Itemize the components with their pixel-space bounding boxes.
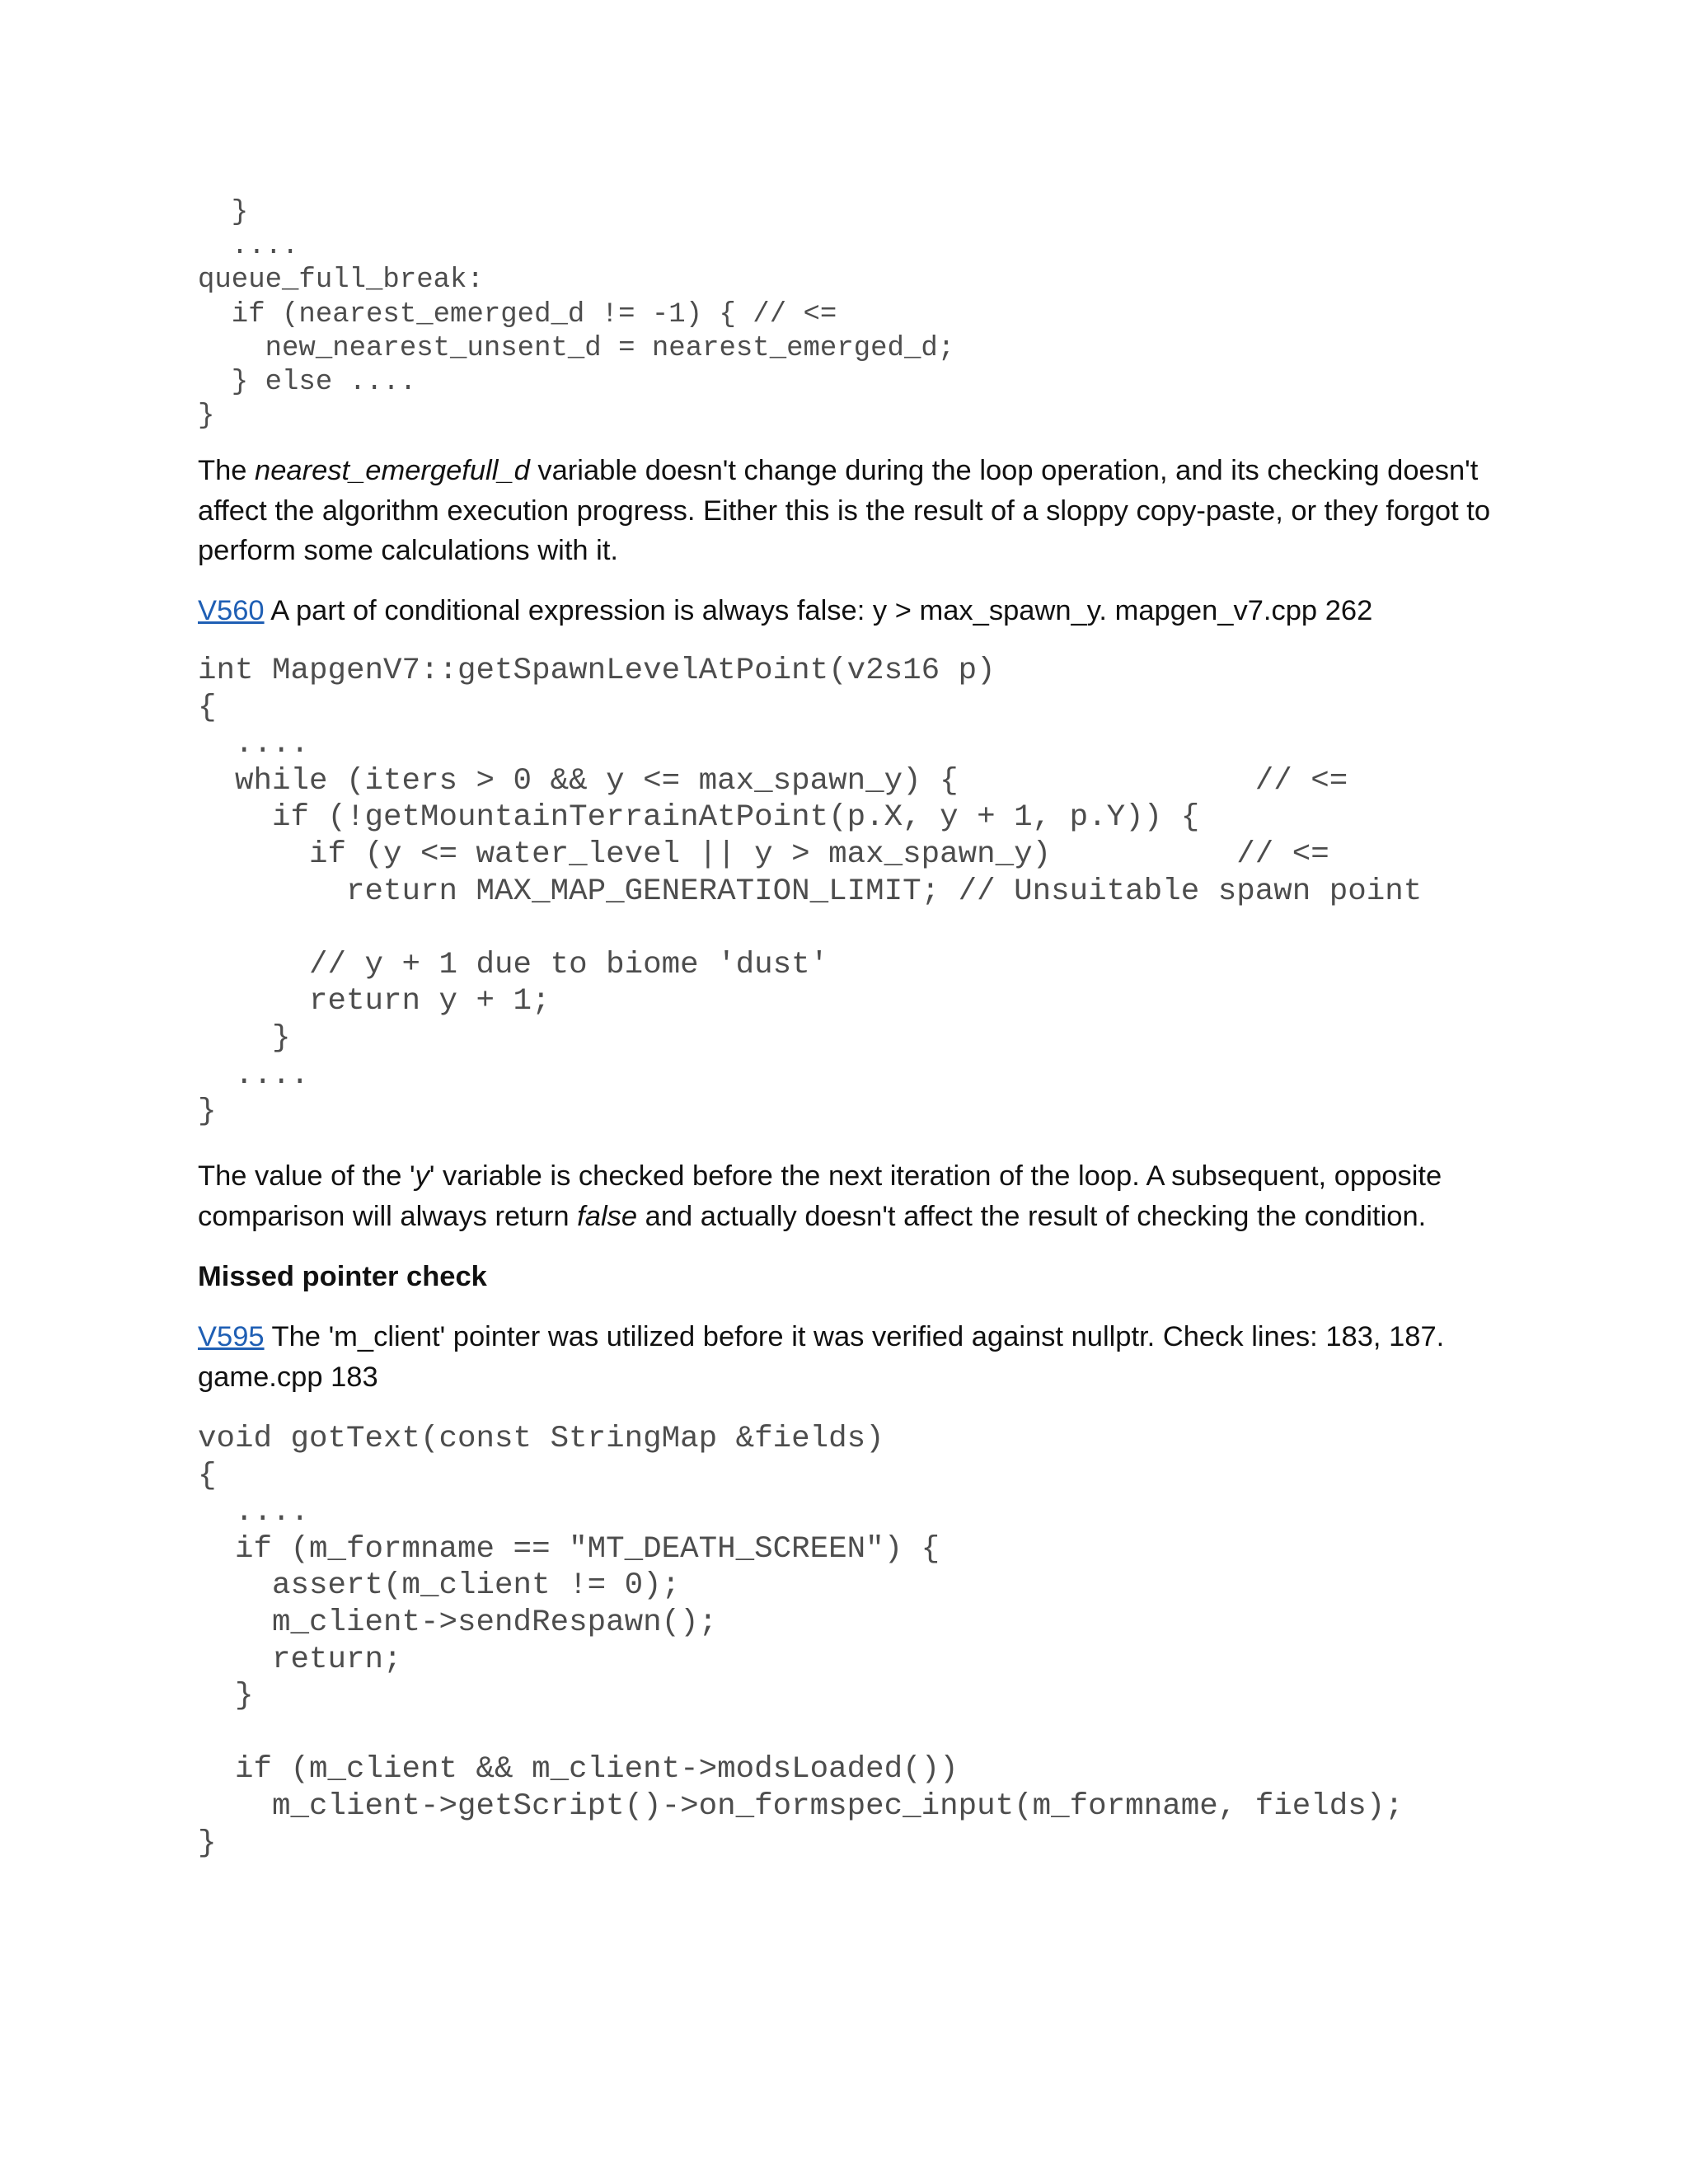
code-line: m_client->sendRespawn(); (198, 1605, 718, 1640)
italic-variable-name: nearest_emergefull_d (255, 455, 530, 486)
code-line: int MapgenV7::getSpawnLevelAtPoint(v2s16 p) (198, 654, 996, 688)
code-line: if (nearest_emerged_d != -1) { // <= (198, 298, 837, 330)
paragraph-text: and actually doesn't affect the result of checking the condition. (637, 1200, 1427, 1232)
code-line: // y + 1 due to biome 'dust' (198, 947, 829, 982)
code-line: m_client->getScript()->on_formspec_input(m_formname, fields); (198, 1788, 1404, 1824)
code-line: { (198, 1458, 217, 1493)
paragraph-text: ' variable is checked before the next iteration of the loop. A subsequent, opposite comparison will always return (198, 1160, 1442, 1232)
code-line: return y + 1; (198, 984, 551, 1019)
code-line: if (m_formname == "MT_DEATH_SCREEN") { (198, 1531, 940, 1567)
code-line: } (198, 1094, 217, 1130)
code-line: return MAX_MAP_GENERATION_LIMIT; // Unsuitable spawn point (198, 874, 1423, 909)
code-line: assert(m_client != 0); (198, 1568, 681, 1604)
code-line: } (198, 1825, 217, 1861)
code-line: while (iters > 0 && y <= max_spawn_y) { // <= (198, 763, 1348, 799)
code-line: .... (198, 1057, 310, 1093)
code-line: return; (198, 1642, 402, 1677)
code-line: queue_full_break: (198, 265, 484, 297)
paragraph-text: The (198, 455, 256, 486)
code-line: } (198, 401, 215, 433)
italic-variable-name: y (415, 1160, 429, 1192)
code-line: .... (198, 727, 310, 762)
code-line: if (!getMountainTerrainAtPoint(p.X, y + 1, p.Y)) { (198, 800, 1200, 836)
code-line: if (m_client && m_client->modsLoaded()) (198, 1752, 959, 1788)
v595-link[interactable]: V595 (198, 1321, 265, 1352)
paragraph-text: The value of the ' (198, 1160, 415, 1192)
code-line: .... (198, 231, 299, 263)
paragraph-y-variable (198, 1156, 1500, 1236)
code-line: } (198, 1679, 254, 1714)
warning-text: The 'm_client' pointer was utilized before it was verified against nullptr. Check lines: 183, 187. game.cpp 183 (198, 1321, 1445, 1393)
code-block-queue-full-break (198, 196, 954, 434)
code-line (198, 1715, 1404, 1752)
italic-keyword: false (577, 1200, 638, 1232)
code-block-got-text (198, 1421, 1404, 1862)
code-line: void gotText(const StringMap &fields) (198, 1422, 884, 1456)
warning-v595 (198, 1317, 1500, 1397)
v560-link[interactable]: V560 (198, 595, 265, 626)
code-line (198, 910, 1422, 947)
code-block-get-spawn-level (198, 653, 1422, 1131)
code-line: new_nearest_unsent_d = nearest_emerged_d; (198, 332, 955, 364)
paragraph-nearest-emergefull (198, 451, 1500, 571)
code-line: .... (198, 1495, 310, 1530)
code-line: } else .... (198, 367, 417, 399)
warning-text: A part of conditional expression is always false: y > max_spawn_y. mapgen_v7.cpp 262 (264, 595, 1373, 626)
paragraph-text: variable doesn't change during the loop operation, and its checking doesn't affect the algorithm execution progress. Either this is the result of a sloppy copy-paste, or they forgot to perform some calculations with it. (198, 455, 1491, 566)
warning-v560 (198, 591, 1500, 631)
code-line: if (y <= water_level || y > max_spawn_y) // <= (198, 837, 1329, 872)
code-line: } (198, 197, 249, 228)
code-line: { (198, 690, 217, 725)
code-line: } (198, 1020, 291, 1056)
section-heading: Missed pointer check (198, 1261, 487, 1292)
